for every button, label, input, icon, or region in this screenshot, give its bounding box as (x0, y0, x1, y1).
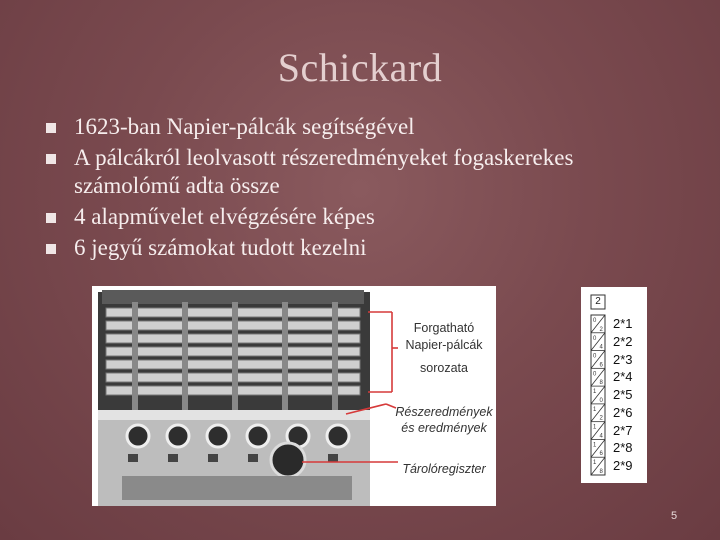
bullet-square-icon (46, 244, 56, 254)
rod-row-label: 2*4 (613, 369, 633, 385)
rod-cell-tens: 1 (593, 389, 597, 396)
rod-cell-tens: 0 (593, 318, 597, 324)
rod-cell-tens: 1 (593, 424, 597, 431)
page-number: 5 (670, 510, 678, 522)
label-rods-line1: Forgatható (413, 321, 475, 335)
rod-row-label: 2*3 (613, 351, 633, 367)
bullet-text: A pálcákról leolvasott részeredményeket fogaskerekes számolómű adta össze (74, 145, 574, 198)
rod-row-label: 2*5 (613, 387, 633, 403)
bullet-item (44, 203, 684, 231)
label-rods-line3: sorozata (420, 361, 468, 375)
rod-cell-tens: 1 (593, 460, 597, 467)
bullet-text: 1623-ban Napier-pálcák segítségével (74, 114, 415, 139)
rod-cell-units: 4 (599, 433, 603, 440)
bullet-list (44, 113, 684, 265)
rod-cell-units: 2 (599, 415, 603, 422)
label-results (392, 404, 496, 436)
bullet-item (44, 113, 684, 141)
rod-row-label: 2*9 (613, 458, 633, 474)
rod-cell-units: 6 (599, 451, 603, 458)
rod-cell-units: 8 (599, 380, 603, 387)
label-results-line2: és eredmények (401, 421, 487, 435)
rod-cell-units: 0 (599, 397, 603, 404)
rod-cell-units: 2 (599, 326, 603, 333)
label-rods (394, 320, 494, 377)
rod-cell-tens: 0 (593, 371, 597, 378)
rod-row-label: 2*1 (613, 316, 633, 331)
rod-cell-tens: 1 (593, 406, 597, 413)
bullet-text: 4 alapművelet elvégzésére képes (74, 204, 375, 229)
label-results-line1: Részeredmények (395, 405, 493, 419)
rod-row-label: 2*7 (613, 422, 633, 438)
rod-cell-tens: 0 (593, 335, 597, 342)
napier-rod-table (581, 287, 647, 483)
rod-header: 2 (595, 296, 601, 307)
rod-cell-units: 8 (599, 469, 603, 475)
bullet-square-icon (46, 154, 56, 164)
label-register: Tárolóregiszter (402, 462, 486, 476)
label-rods-line2: Napier-pálcák (405, 338, 483, 352)
rod-row-label: 2*6 (613, 404, 633, 420)
rod-row-label: 2*8 (613, 440, 633, 456)
rod-cell-tens: 0 (593, 353, 597, 360)
rod-cell-units: 6 (599, 362, 603, 369)
slide-title: Schickard (277, 45, 443, 90)
bullet-item (44, 144, 684, 200)
rod-cell-units: 4 (599, 344, 603, 351)
schickard-machine-photo (92, 286, 496, 506)
bullet-text: 6 jegyű számokat tudott kezelni (74, 235, 367, 260)
bullet-item (44, 234, 684, 262)
bullet-square-icon (46, 213, 56, 223)
bullet-square-icon (46, 123, 56, 133)
rod-cell-tens: 1 (593, 442, 597, 449)
rod-row-label: 2*2 (613, 333, 633, 349)
rod-row-labels (613, 315, 647, 475)
